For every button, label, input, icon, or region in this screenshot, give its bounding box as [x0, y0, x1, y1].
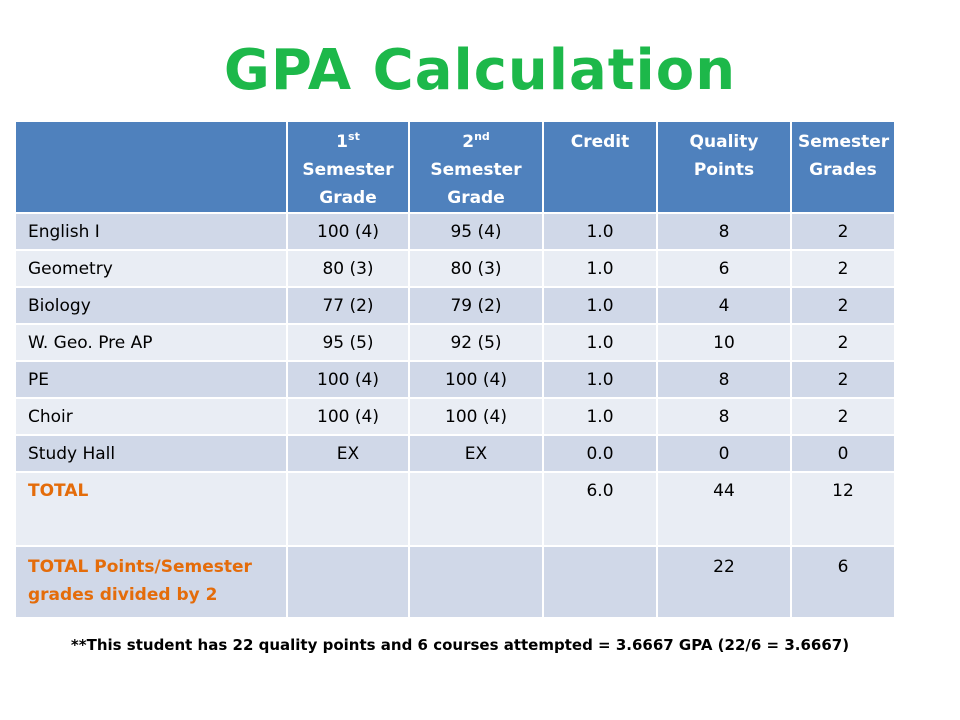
header-course: [15, 121, 287, 213]
header-sem2-number: 2: [462, 132, 475, 152]
quality-points-value: 8: [657, 213, 791, 250]
semester-grades-value: 0: [791, 435, 895, 472]
header-quality-line2: Points: [693, 160, 755, 180]
footnote: **This student has 22 quality points and 6 courses attempted = 3.6667 GPA (22/6 = 3.6667): [70, 636, 850, 654]
credit-value: 1.0: [543, 250, 657, 287]
total-semester-grades: 12: [791, 472, 895, 546]
course-name: Study Hall: [15, 435, 287, 472]
sem2-grade: 80 (3): [409, 250, 543, 287]
total-sem2-empty: [409, 472, 543, 546]
quality-points-value: 4: [657, 287, 791, 324]
header-semester-grades: [791, 121, 895, 213]
header-sem1-number: 1: [336, 132, 349, 152]
header-semgrades-line2: Grades: [809, 160, 877, 180]
header-quality-line1: Quality: [689, 132, 759, 152]
table-row: [15, 361, 895, 398]
header-sem1: [287, 121, 409, 213]
quality-points-value: 0: [657, 435, 791, 472]
semester-grades-value: 2: [791, 324, 895, 361]
sem2-grade: 79 (2): [409, 287, 543, 324]
table-row: [15, 435, 895, 472]
divided-quality-points: 22: [657, 546, 791, 618]
table-row: [15, 250, 895, 287]
sem1-grade: 95 (5): [287, 324, 409, 361]
semester-grades-value: 2: [791, 213, 895, 250]
total-quality-points: 44: [657, 472, 791, 546]
table-row: [15, 324, 895, 361]
sem2-grade: 95 (4): [409, 213, 543, 250]
credit-value: 1.0: [543, 287, 657, 324]
header-sem1-suffix: st: [348, 130, 360, 143]
divided-credit-empty: [543, 546, 657, 618]
credit-value: 1.0: [543, 213, 657, 250]
course-name: PE: [15, 361, 287, 398]
header-semgrades-line1: Semester: [798, 132, 890, 152]
course-name: W. Geo. Pre AP: [15, 324, 287, 361]
credit-value: 1.0: [543, 324, 657, 361]
quality-points-value: 10: [657, 324, 791, 361]
quality-points-value: 8: [657, 361, 791, 398]
page-title: GPA Calculation: [223, 38, 737, 103]
sem1-grade: 77 (2): [287, 287, 409, 324]
sem2-grade: EX: [409, 435, 543, 472]
credit-value: 1.0: [543, 398, 657, 435]
total-row: [15, 472, 895, 546]
credit-value: 1.0: [543, 361, 657, 398]
divided-sem2-empty: [409, 546, 543, 618]
sem2-grade: 100 (4): [409, 398, 543, 435]
divided-row: [15, 546, 895, 618]
credit-value: 0.0: [543, 435, 657, 472]
sem1-grade: 80 (3): [287, 250, 409, 287]
total-label: TOTAL: [15, 472, 287, 546]
table-row: [15, 213, 895, 250]
header-sem1-line1: Semester: [302, 160, 394, 180]
quality-points-value: 6: [657, 250, 791, 287]
quality-points-value: 8: [657, 398, 791, 435]
divided-semester-grades: 6: [791, 546, 895, 618]
table-header-row: [15, 121, 895, 213]
semester-grades-value: 2: [791, 287, 895, 324]
divided-label-line1: TOTAL Points/Semester: [28, 557, 252, 577]
sem1-grade: 100 (4): [287, 213, 409, 250]
gpa-table: [14, 120, 896, 619]
total-sem1-empty: [287, 472, 409, 546]
table-row: [15, 398, 895, 435]
course-name: Choir: [15, 398, 287, 435]
course-name: Geometry: [15, 250, 287, 287]
header-sem2: [409, 121, 543, 213]
divided-label: [15, 546, 287, 618]
header-sem2-line2: Grade: [447, 188, 505, 208]
sem1-grade: 100 (4): [287, 398, 409, 435]
divided-label-line2: grades divided by 2: [28, 585, 218, 605]
header-sem2-line1: Semester: [430, 160, 522, 180]
divided-sem1-empty: [287, 546, 409, 618]
header-credit: Credit: [543, 121, 657, 213]
header-quality-points: [657, 121, 791, 213]
sem1-grade: EX: [287, 435, 409, 472]
header-sem2-suffix: nd: [474, 130, 490, 143]
semester-grades-value: 2: [791, 250, 895, 287]
sem2-grade: 92 (5): [409, 324, 543, 361]
semester-grades-value: 2: [791, 398, 895, 435]
semester-grades-value: 2: [791, 361, 895, 398]
course-name: English I: [15, 213, 287, 250]
sem1-grade: 100 (4): [287, 361, 409, 398]
table-row: [15, 287, 895, 324]
sem2-grade: 100 (4): [409, 361, 543, 398]
total-credit: 6.0: [543, 472, 657, 546]
course-name: Biology: [15, 287, 287, 324]
header-sem1-line2: Grade: [319, 188, 377, 208]
